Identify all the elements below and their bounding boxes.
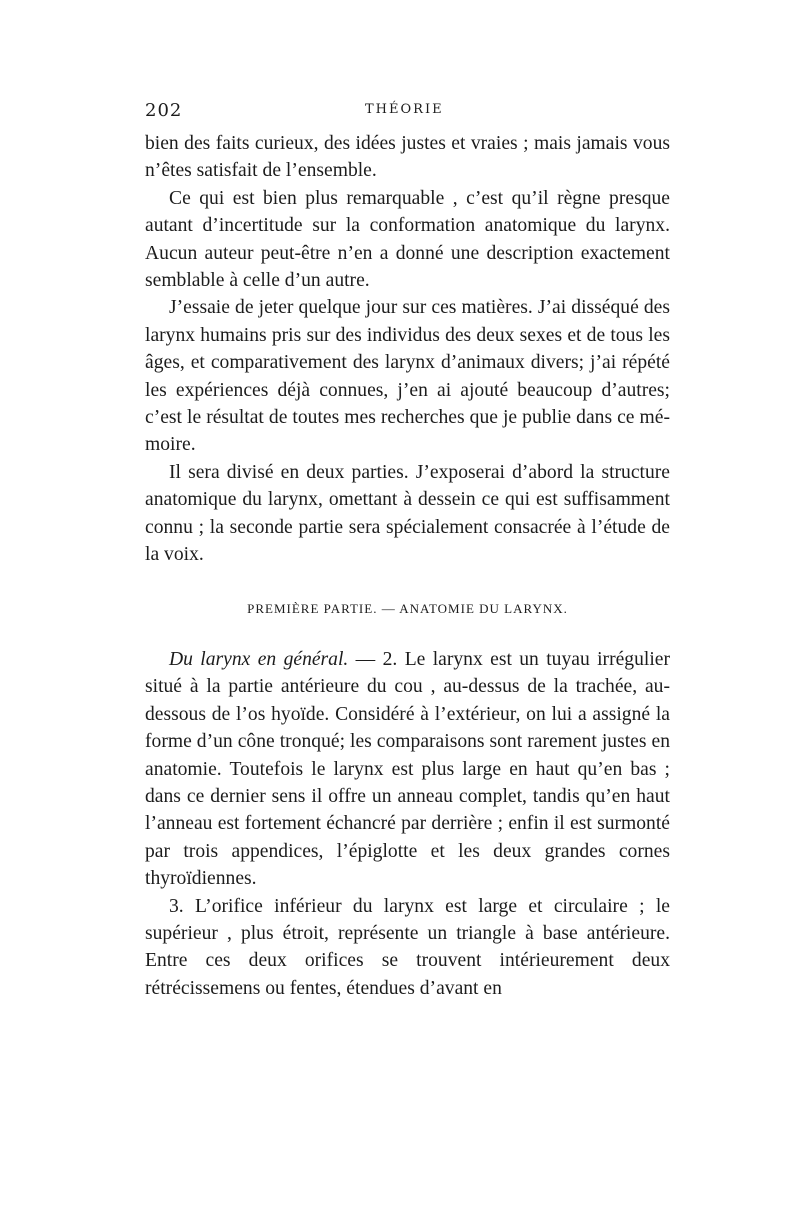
page-number: 202 <box>145 100 183 121</box>
paragraph-section-2 <box>145 646 670 893</box>
body-text <box>145 130 670 1002</box>
running-head: THÉORIE <box>365 102 444 117</box>
paragraph: Ce qui est bien plus remarquable , c’est qu’il règne presque autant d’incertitude sur la conformation anatomique du larynx. Aucun auteur peut-être n’en a donné une description exactement semblable à celle d’un autre. <box>145 187 670 292</box>
paragraph-continuation: bien des faits curieux, des idées justes et vraies ; mais jamais vous n’êtes satisfait de l’ensemble. <box>145 133 670 182</box>
page-header <box>145 100 670 124</box>
paragraph-section-3: 3. L’orifice inférieur du larynx est large et circulaire ; le supérieur , plus étroit, représente un triangle à base antérieure. Entre ces deux orifices se trouvent intérieurement deux rétrécissemens ou fentes, étendues d’avant en <box>145 895 670 999</box>
paragraph-text: — 2. Le larynx est un tuyau irrégulier situé à la partie antérieure du cou , au-dessus de la trachée, au-dessous de l’os hyoïde. Considéré à l’extérieur, on lui a assigné la forme d’un cône tronqué; les comparaisons sont rarement justes en anatomie. Toutefois le larynx est plus large en haut qu’en bas ; dans ce dernier sens il offre un anneau complet, tandis qu’en haut l’anneau est fortement échancré par derrière ; enfin il est surmonté par trois appendices, l’épiglotte et les deux grandes cornes thyroïdiennes. <box>145 648 670 890</box>
section-heading: PREMIÈRE PARTIE. — ANATOMIE DU LARYNX. <box>247 600 568 616</box>
paragraph: Il sera divisé en deux parties. J’exposerai d’abord la structure anatomique du larynx, omettant à dessein ce qui est suffisamment connu ; la seconde partie sera spécialement consacrée à l’étude de la voix. <box>145 461 670 566</box>
paragraph: J’essaie de jeter quelque jour sur ces matières. J’ai disséqué des larynx humains pris sur des individus des deux sexes et de tous les âges, et comparativement des larynx d’animaux divers; j’ai répété les expériences déjà connues, j’en ai ajouté beaucoup d’autres; c’est le résultat de toutes mes recherches que je publie dans ce mémoire. <box>145 297 670 456</box>
italic-subheading: Du larynx en général. <box>169 648 349 670</box>
